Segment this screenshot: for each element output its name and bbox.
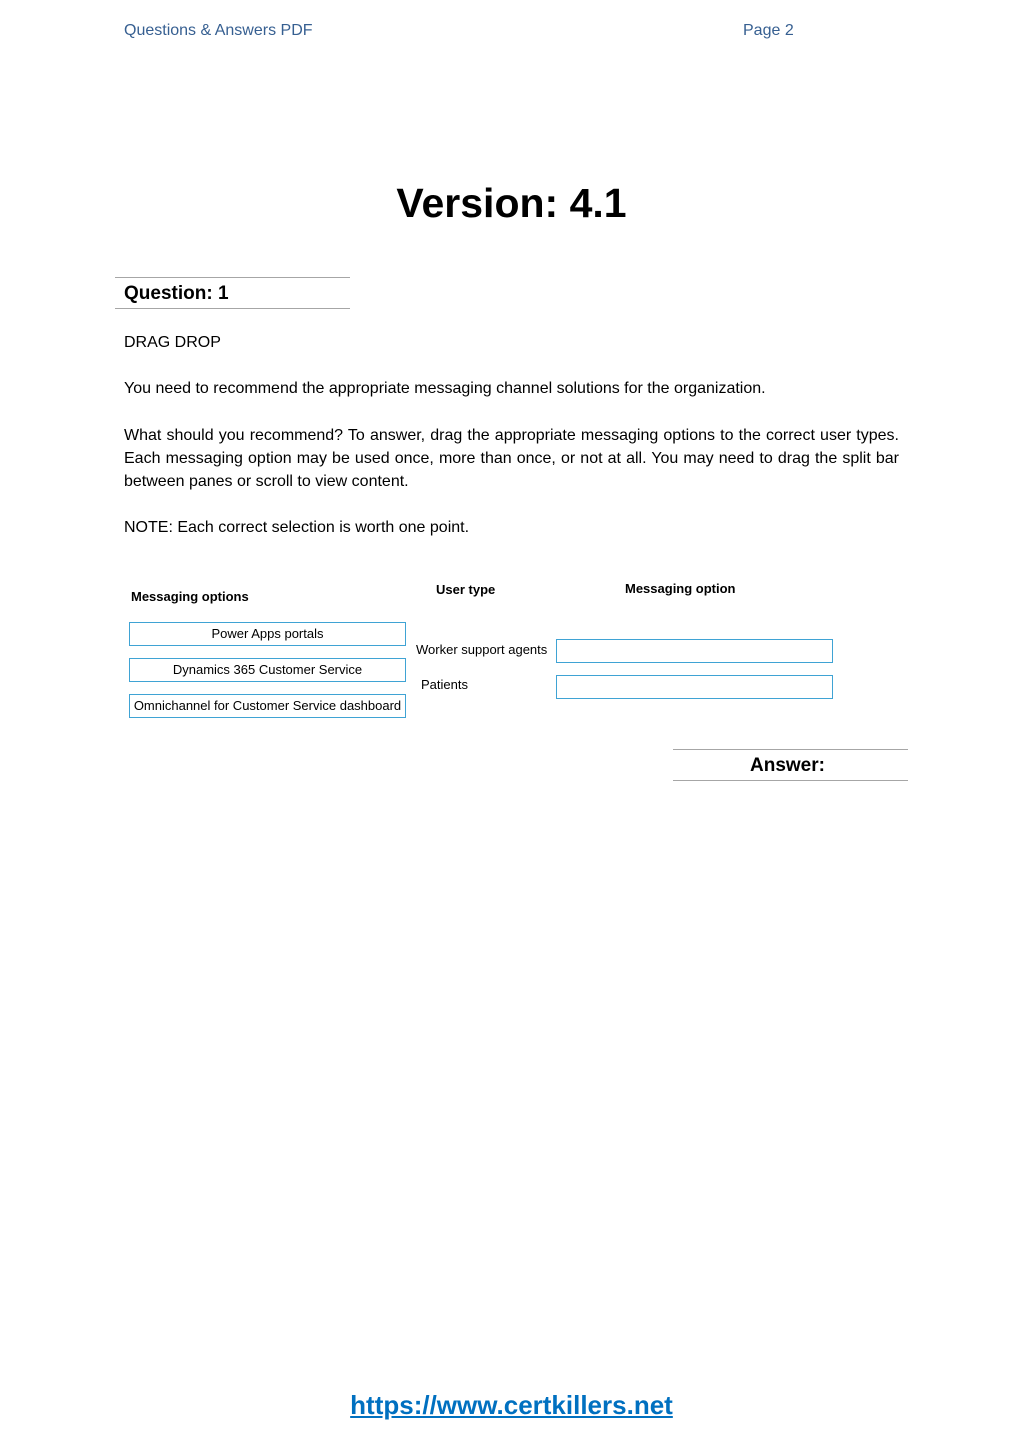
- question-type: DRAG DROP: [124, 334, 221, 351]
- option-dynamics-365-customer-service[interactable]: Dynamics 365 Customer Service: [129, 658, 406, 682]
- question-paragraph-1: You need to recommend the appropriate messaging channel solutions for the organization.: [124, 380, 766, 397]
- footer-link[interactable]: https://www.certkillers.net: [350, 1390, 673, 1420]
- answer-heading-box: [673, 749, 908, 781]
- messaging-option-heading: Messaging option: [625, 581, 736, 596]
- answer-label: Answer:: [750, 755, 825, 776]
- question-heading-box: [115, 277, 350, 309]
- user-type-patients: Patients: [421, 677, 468, 692]
- drop-slot-worker-support-agents[interactable]: [556, 639, 833, 663]
- header-title: Questions & Answers PDF: [124, 22, 313, 39]
- option-power-apps-portals[interactable]: Power Apps portals: [129, 622, 406, 646]
- question-paragraph-2: What should you recommend? To answer, drag the appropriate messaging options to the correct user types. Each messaging option may be used once, more than once, or not at all. You may need to drag the split bar between panes or scroll to view content.: [124, 427, 899, 490]
- options-heading: Messaging options: [131, 589, 249, 604]
- question-heading: Question: 1: [124, 283, 229, 304]
- question-note: NOTE: Each correct selection is worth one point.: [124, 519, 470, 536]
- user-type-heading: User type: [436, 582, 496, 597]
- option-omnichannel-dashboard[interactable]: Omnichannel for Customer Service dashboard: [129, 694, 406, 718]
- user-type-worker-support-agents: Worker support agents: [416, 642, 548, 657]
- version-title: Version: 4.1: [396, 180, 627, 226]
- drop-slot-patients[interactable]: [556, 675, 833, 699]
- page-number: Page 2: [743, 22, 794, 39]
